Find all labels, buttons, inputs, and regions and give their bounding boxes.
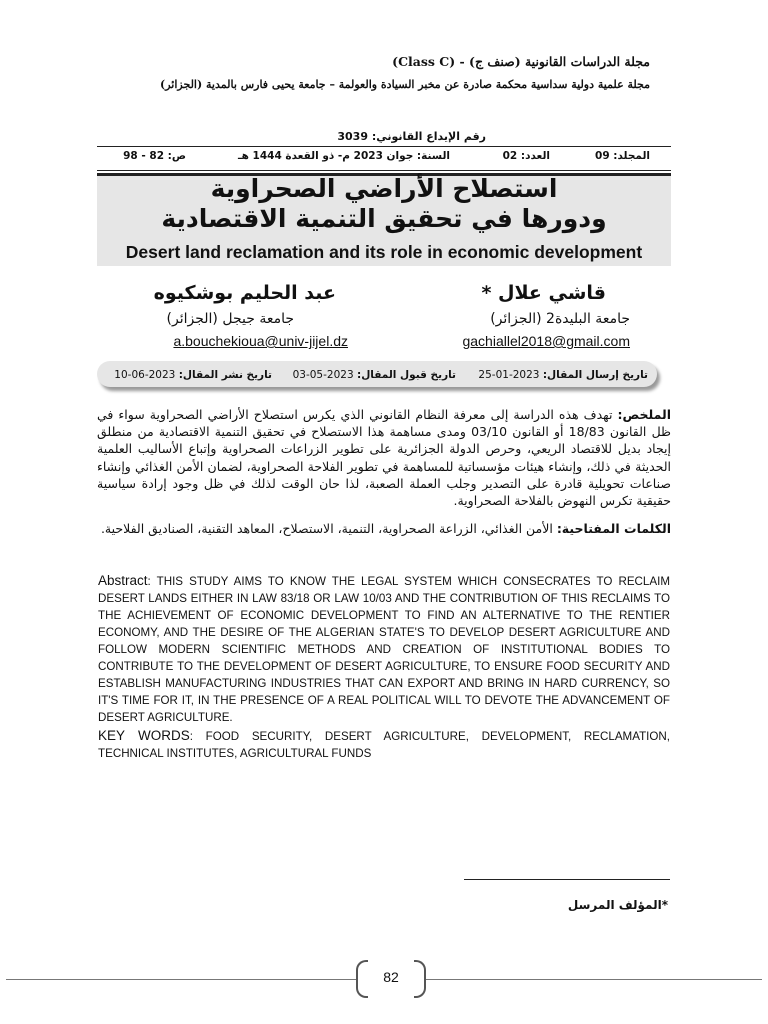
- article-title-ar-line1: استصلاح الأراضي الصحراوية: [210, 174, 558, 203]
- author-1-affiliation: جامعة البليدة2 (الجزائر): [490, 311, 630, 327]
- date-accepted-value: 2023-05-03: [292, 369, 354, 381]
- date-sent: [478, 369, 648, 381]
- date-accepted-label: تاريخ قبول المقال:: [357, 369, 456, 381]
- issue-number: العدد: 02: [502, 150, 550, 162]
- abstract-ar-text: تهدف هذه الدراسة إلى معرفة النظام القانوني الذي يكرس استصلاح الأراضي الصحراوية سواء في ظل القانون 18/83 أو القانون 03/10 ومدى مساهمة هذا الاستصلاح في تحقيق التنمية الاقتصادية من منطلق إيجاد بديل للاقتصاد الريعي، وحرص الدولة الجزائرية على تطوير الزراعات الصحراوية وإتباع الأساليب العلمية الحديثة في ذلك، وإنشاء هيئات مؤسساتية للمساهمة في تطوير الفلاحة الصحراوية، لضمان الأمن الغذائي وإنشاء صناعات تحويلية قادرة على التصدير وجلب العملة الصعبة، لذا حان الوقت لذلك في ظل وجود إرادة سياسية حقيقية تكرس النهوض بالفلاحة الصحراوية.: [97, 407, 671, 509]
- date-sent-label: تاريخ إرسال المقال:: [542, 369, 648, 381]
- author-2-name: عبد الحليم بوشكيوه: [153, 282, 336, 304]
- keywords-en-text: : FOOD SECURITY, DESERT AGRICULTURE, DEVELOPMENT, RECLAMATION, TECHNICAL INSTITUTES, AGRICULTURAL FUNDS: [98, 730, 670, 760]
- author-1-name: قاشي علال *: [481, 282, 606, 304]
- abstract-en-label: Abstract: [98, 573, 148, 588]
- author-2-email[interactable]: a.bouchekioua@univ-jijel.dz: [173, 333, 348, 349]
- keywords-en: [98, 727, 670, 762]
- keywords-ar: [97, 520, 671, 537]
- page-number: 82: [383, 969, 399, 985]
- abstract-en-text: : THIS STUDY AIMS TO KNOW THE LEGAL SYSTEM WHICH CONSECRATES TO RECLAIM DESERT LANDS EITHER IN LAW 83/18 OR LAW 10/03 AND THE CONTRIBUTION OF THIS RECLAIMS TO THE ACHIEVEMENT OF ECONOMIC DEVELOPMENT TO FIND AN ALTERNATIVE TO THE RENTIER ECONOMY, AND THE DESIRE OF THE ALGERIAN STATE'S TO DEVELOP DESERT AGRICULTURE AND FOLLOW MODERN SCIENTIFIC METHODS AND CREATION OF INSTITUTIONAL BODIES TO CONTRIBUTE TO THE DEVELOPMENT OF DESERT AGRICULTURE, TO ENSURE FOOD SECURITY AND ESTABLISH MANUFACTURING INDUSTRIES THAT CAN EXPORT AND BRING IN HARD CURRENCY, SO IT'S TIME FOR IT, IN THE PRESENCE OF A REAL POLITICAL WILL TO DEVOTE THE ADVANCEMENT OF DESERT AGRICULTURE.: [98, 575, 670, 724]
- publication-year: السنة: جوان 2023 م- ذو القعدة 1444 هـ: [238, 150, 450, 162]
- header-rule-middle: [97, 170, 671, 171]
- article-title-en: Desert land reclamation and its role in economic development: [125, 242, 643, 262]
- keywords-en-label: KEY WORDS: [98, 728, 190, 743]
- article-title-ar-line2: ودورها في تحقيق التنمية الاقتصادية: [161, 204, 607, 233]
- footnote-rule: [464, 879, 670, 880]
- date-published-label: تاريخ نشر المقال:: [178, 369, 272, 381]
- date-sent-value: 2023-01-25: [478, 369, 540, 381]
- legal-deposit-number: رقم الإيداع القانوني: 3039: [337, 130, 486, 143]
- author-1-email[interactable]: gachiallel2018@gmail.com: [462, 333, 630, 349]
- journal-title: مجلة الدراسات القانونية (صنف ج) - (Class C): [392, 54, 650, 69]
- corresponding-author-note: *المؤلف المرسل: [567, 898, 668, 912]
- page-range: ص: 82 - 98: [123, 150, 186, 162]
- author-2-affiliation: جامعة جيجل (الجزائر): [166, 311, 294, 327]
- date-published: [114, 369, 272, 381]
- keywords-ar-label: الكلمات المفتاحية:: [556, 521, 671, 536]
- date-published-value: 2023-06-10: [114, 369, 176, 381]
- journal-subtitle: مجلة علمية دولية سداسية محكمة صادرة عن مخبر السيادة والعولمة – جامعة يحيى فارس بالمدية (الجزائر): [160, 78, 650, 91]
- abstract-ar: [97, 406, 671, 509]
- keywords-ar-text: الأمن الغذائي، الزراعة الصحراوية، التنمية، الاستصلاح، المعاهد التقنية، الصناديق الفلاحية.: [100, 521, 557, 536]
- date-accepted: [293, 369, 456, 381]
- header-rule-top: [97, 146, 671, 147]
- abstract-ar-label: الملخص:: [617, 407, 671, 422]
- abstract-en: [98, 572, 670, 726]
- volume-number: المجلد: 09: [595, 150, 650, 162]
